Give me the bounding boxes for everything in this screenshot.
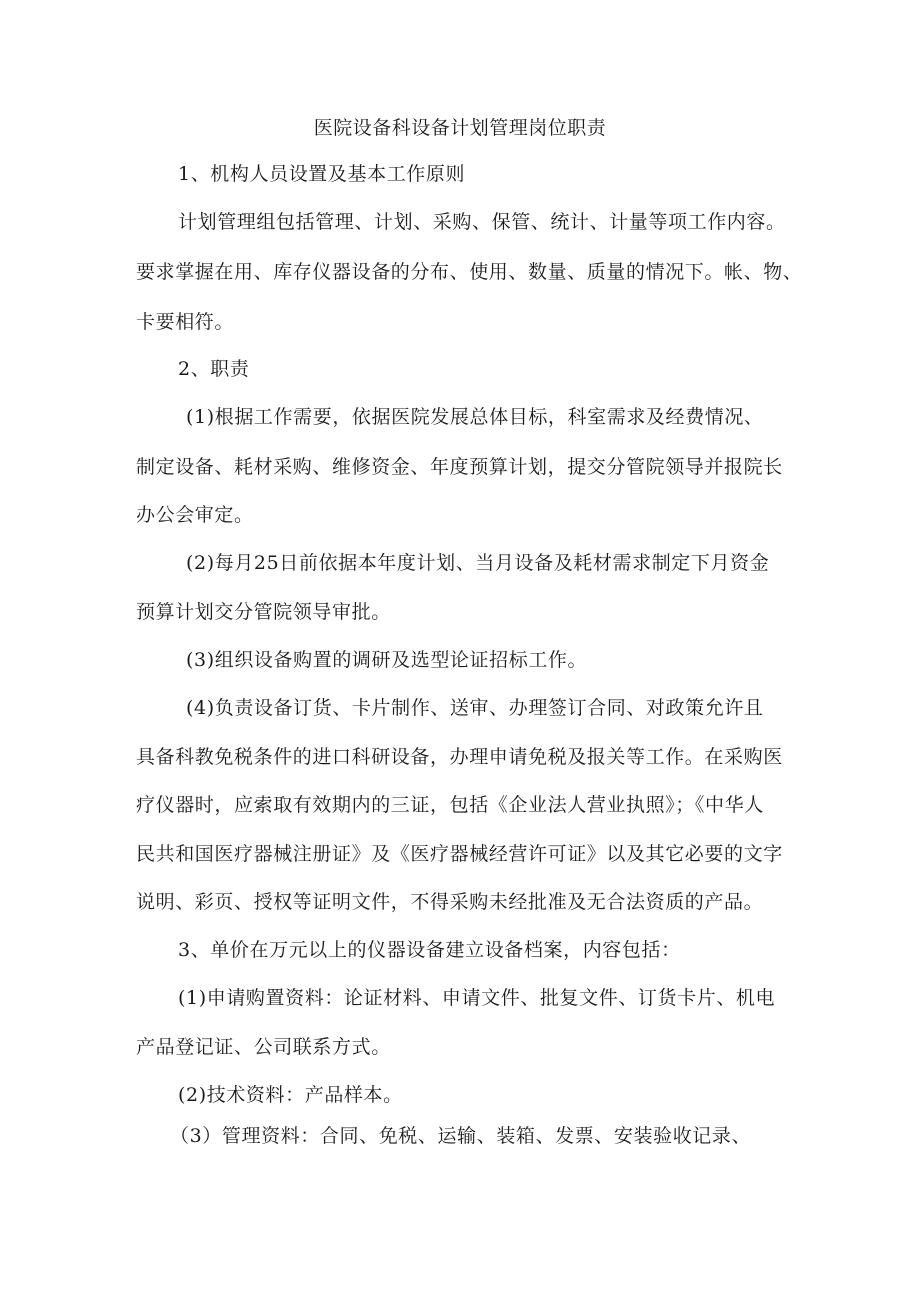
list-item-line: 产品登记证、公司联系方式。 (136, 1036, 391, 1058)
section-heading-2: 2、职责 (178, 358, 250, 380)
list-item-line: 民共和国医疗器械注册证》及《医疗器械经营许可证》以及其它必要的文字 (136, 843, 783, 865)
paragraph-line: 计划管理组包括管理、计划、采购、保管、统计、计量等项工作内容。 (178, 211, 786, 233)
list-item-line: (3)组织设备购置的调研及选型论证招标工作。 (186, 649, 588, 671)
paragraph-line: 卡要相符。 (136, 311, 235, 333)
section-heading-3: 3、单价在万元以上的仪器设备建立设备档案，内容包括： (178, 939, 681, 961)
list-item-line: (1)根据工作需要，依据医院发展总体目标，科室需求及经费情况、 (186, 406, 764, 428)
list-item-line: (1)申请购置资料：论证材料、申请文件、批复文件、订货卡片、机电 (178, 987, 776, 1009)
list-item-line: 疗仪器时，应索取有效期内的三证，包括《企业法人营业执照》；《中华人 (136, 794, 764, 816)
list-item-line: 预算计划交分管院领导审批。 (136, 601, 391, 623)
list-item-line: (2)每月25日前依据本年度计划、当月设备及耗材需求制定下月资金 (186, 552, 770, 574)
list-item-line: (2)技术资料：产品样本。 (178, 1084, 403, 1106)
section-heading-1: 1、机构人员设置及基本工作原则 (178, 163, 466, 185)
page-title: 医院设备科设备计划管理岗位职责 (313, 117, 607, 139)
paragraph-line: 要求掌握在用、库存仪器设备的分布、使用、数量、质量的情况下。帐、物、 (136, 261, 803, 283)
list-item-line: (4)负责设备订货、卡片制作、送审、办理签订合同、对政策允许且 (186, 697, 764, 719)
list-item-line: 制定设备、耗材采购、维修资金、年度预算计划，提交分管院领导并报院长 (136, 456, 783, 478)
list-item-line: （3）管理资料：合同、免税、运输、装箱、发票、安装验收记录、 (170, 1125, 752, 1147)
list-item-line: 具备科教免税条件的进口科研设备，办理申请免税及报关等工作。在采购医 (136, 746, 783, 768)
list-item-line: 说明、彩页、授权等证明文件，不得采购未经批准及无合法资质的产品。 (136, 891, 764, 913)
list-item-line: 办公会审定。 (136, 504, 254, 526)
